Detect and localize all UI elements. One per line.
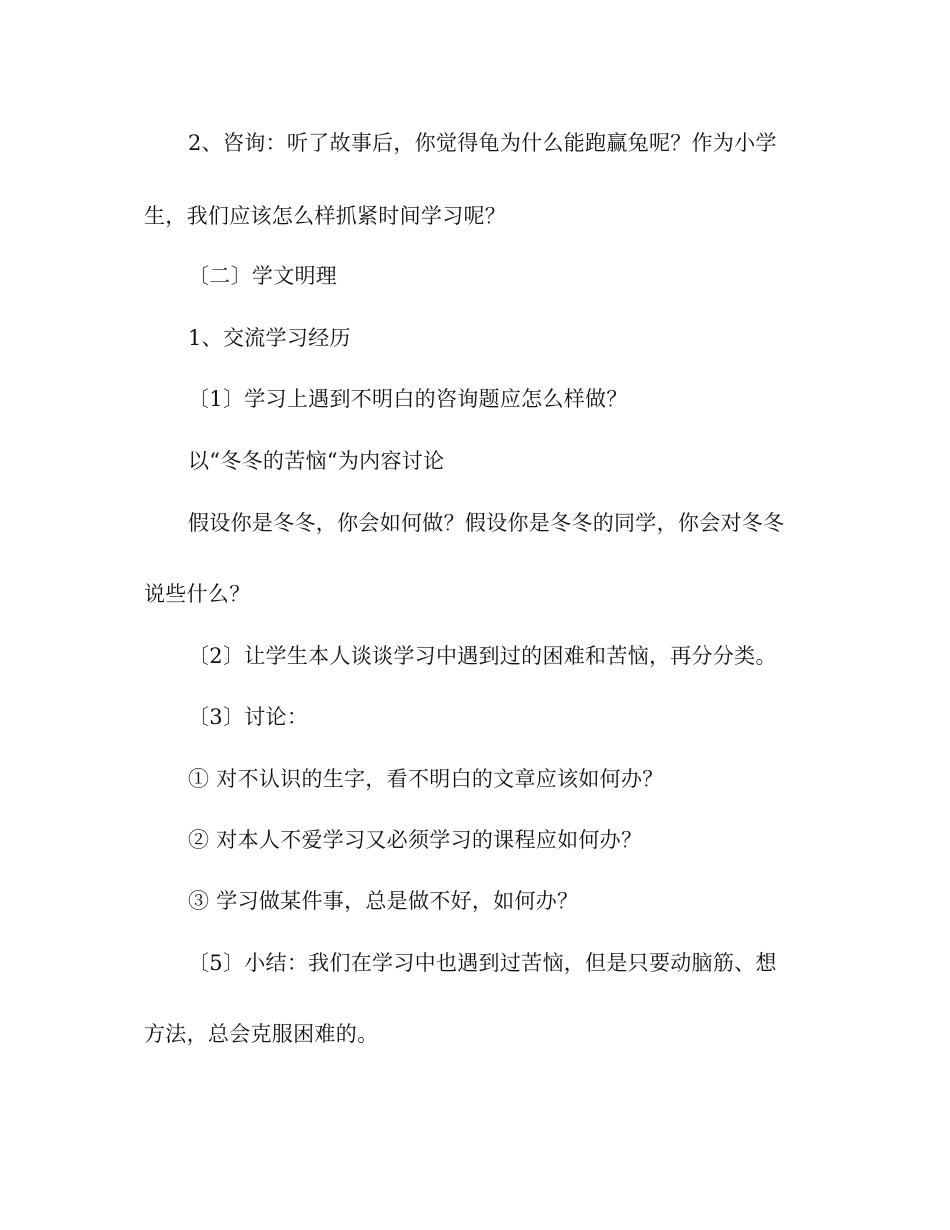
paragraph-suppose-line-2: 说些什么？	[144, 582, 251, 606]
discussion-point-3: ③ 学习做某件事，总是做不好，如何办？	[188, 889, 579, 913]
section-heading-learn-text: 〔二〕学文明理	[188, 264, 338, 288]
item-5-summary-line-2: 方法，总会克服困难的。	[144, 1022, 379, 1046]
discussion-point-2: ② 对本人不爱学习又必须学习的课程应如何办？	[188, 828, 643, 852]
subheading-exchange-experience: 1、交流学习经历	[188, 326, 351, 350]
item-3-discussion-label: 〔3〕讨论：	[188, 705, 309, 729]
discussion-point-1: ① 对不认识的生字，看不明白的文章应该如何办？	[188, 767, 664, 791]
paragraph-suppose-line-1: 假设你是冬冬，你会如何做？假设你是冬冬的同学，你会对冬冬	[188, 511, 785, 535]
paragraph-question-2-line-1: 2、咨询：听了故事后，你觉得龟为什么能跑赢兔呢？作为小学	[188, 131, 777, 155]
discussion-topic: 以“冬冬的苦恼“为内容讨论	[188, 449, 445, 473]
item-1-question: 〔1〕学习上遇到不明白的咨询题应怎么样做？	[188, 387, 628, 411]
item-5-summary-line-1: 〔5〕小结：我们在学习中也遇到过苦恼，但是只要动脑筋、想	[188, 951, 777, 975]
paragraph-question-2-line-2: 生，我们应该怎么样抓紧时间学习呢？	[144, 204, 507, 228]
item-2-students-talk: 〔2〕让学生本人谈谈学习中遇到过的困难和苦恼，再分分类。	[188, 644, 777, 668]
